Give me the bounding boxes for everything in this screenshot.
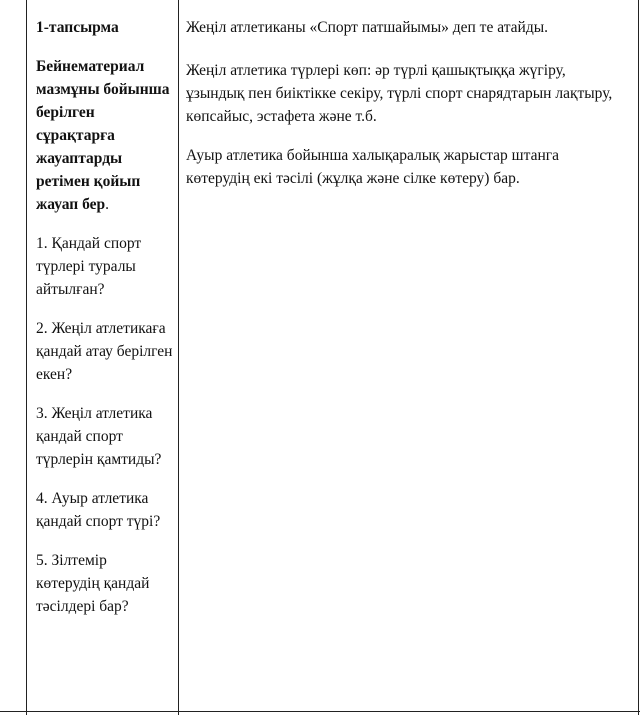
answer-1: Жеңіл атлетиканы «Спорт патшайымы» деп те атайды. bbox=[186, 19, 549, 36]
task-title: 1-тапсырма bbox=[36, 19, 119, 36]
answer-column bbox=[186, 16, 626, 206]
instruction-text: Бейнематериал мазмұны бойынша берілген сұрақтарға жауаптарды ретімен қойып жауап бер bbox=[36, 58, 170, 213]
question-4: 4. Ауыр атлетика қандай спорт түрі? bbox=[36, 490, 161, 530]
table-column-divider bbox=[178, 0, 179, 715]
question-3: 3. Жеңіл атлетика қандай спорт түрлерін қамтиды? bbox=[36, 405, 162, 468]
table-border-left bbox=[26, 0, 27, 715]
task-column bbox=[36, 16, 174, 634]
table-border-bottom bbox=[0, 711, 640, 712]
question-2: 2. Жеңіл атлетикаға қандай атау берілген екен? bbox=[36, 320, 173, 383]
task-instruction bbox=[36, 55, 174, 216]
table-border-right bbox=[638, 0, 639, 715]
question-5: 5. Зілтемір көтерудің қандай тәсілдері бар? bbox=[36, 552, 150, 615]
answer-3: Ауыр атлетика бойынша халықаралық жарыстар штанга көтерудің екі тәсілі (жұлқа және сілке көтеру) бар. bbox=[186, 147, 559, 187]
question-1: 1. Қандай спорт түрлері туралы айтылған? bbox=[36, 235, 142, 298]
instruction-period: . bbox=[105, 196, 110, 213]
answer-2: Жеңіл атлетика түрлері көп: әр түрлі қашықтыққа жүгіру, ұзындық пен биіктікке секіру, түрлі спорт снарядтарын лақтыру, көпсайыс, эстафета және т.б. bbox=[186, 62, 613, 125]
